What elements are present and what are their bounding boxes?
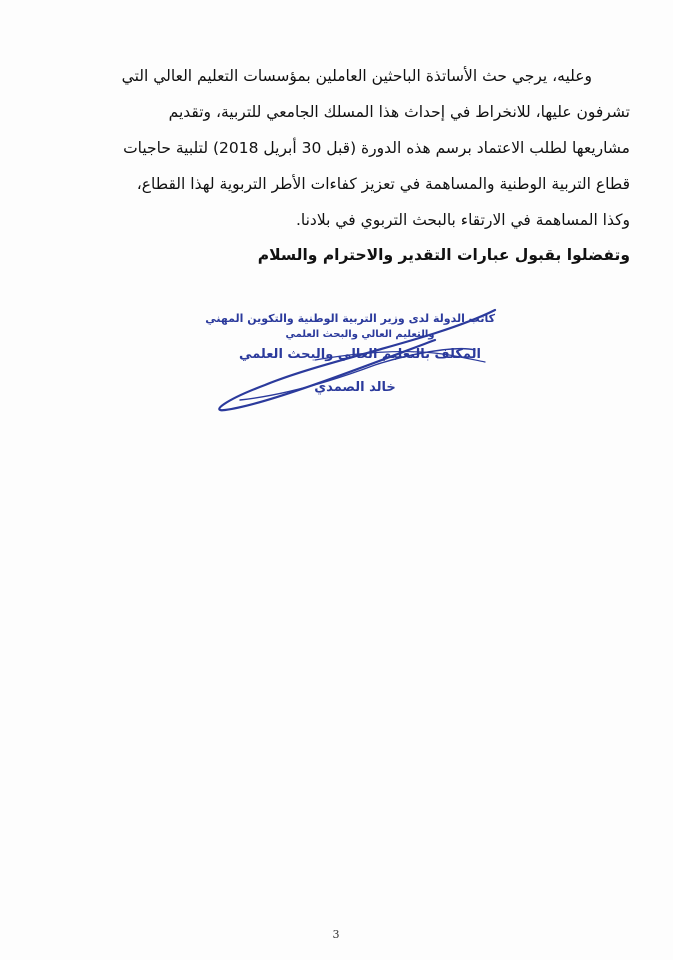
stamp-signatory-name: خالد الصمدي <box>314 380 396 395</box>
stamp-title-line-3: المكلف بالتعليم العالي والبحث العلمي <box>239 347 481 362</box>
paragraph-line-1: وعليه، يرجي حث الأساتذة الباحثين العاملين بمؤسسات التعليم العالي التي <box>121 67 592 85</box>
stamp-title-line-2: والتعليم العالي والبحث العلمي <box>285 329 435 340</box>
page-number: 3 <box>332 928 340 941</box>
letter-body <box>58 58 630 238</box>
paragraph-line-3: مشاريعها لطلب الاعتماد برسم هذه الدورة (قبل 30 أبريل 2018) لتلبية حاجيات <box>123 139 630 157</box>
closing-salutation: وتفضلوا بقبول عبارات التقدير والاحترام والسلام <box>257 246 630 264</box>
paragraph-line-2: تشرفون عليها، للانخراط في إحداث هذا المسلك الجامعي للتربية، وتقديم <box>168 103 630 121</box>
paragraph-line-5: وكذا المساهمة في الارتقاء بالبحث التربوي في بلادنا. <box>295 211 630 229</box>
paragraph-line-4: قطاع التربية الوطنية والمساهمة في تعزيز كفاءات الأطر التربوية لهذا القطاع، <box>136 175 630 193</box>
stamp-title-line-1: كاتب الدولة لدى وزير التربية الوطنية والتكوين المهني <box>205 312 495 325</box>
signature-stamp <box>205 300 505 420</box>
